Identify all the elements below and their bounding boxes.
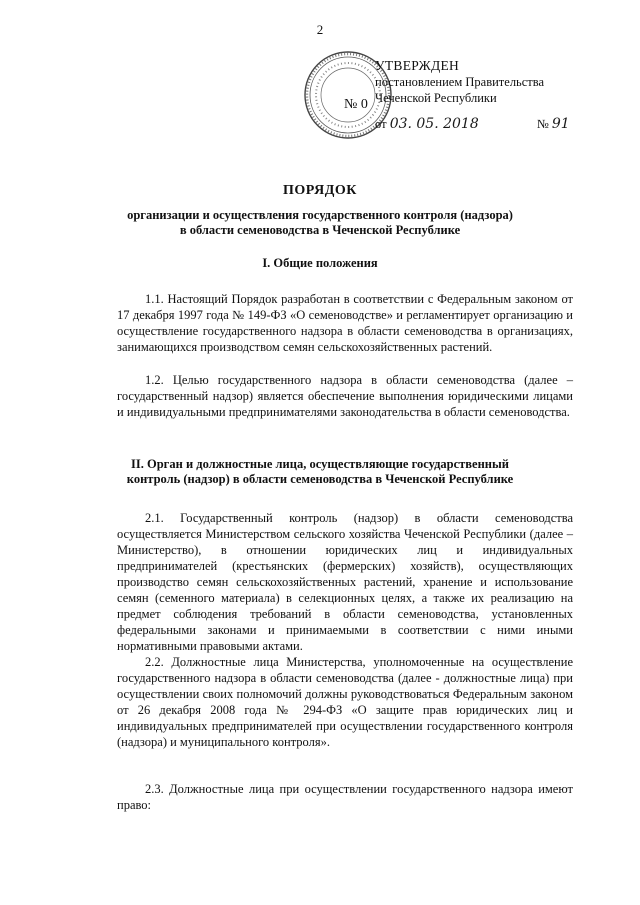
paragraph-2-3: 2.3. Должностные лица при осуществлении государственного надзора имеют право: xyxy=(117,782,573,812)
section-2-heading xyxy=(0,457,640,487)
title-line-2: в области семеноводства в Чеченской Республике xyxy=(179,223,461,237)
date-label: от xyxy=(375,117,387,131)
paragraph-1-1: 1.1. Настоящий Порядок разработан в соответствии с Федеральным законом от 17 декабря 1997 года № 149-ФЗ «О семеноводстве» и регламентирует организацию и осуществление государственного надзора в области семеноводства в организациях, занимающихся производством семян сельскохозяйственных растений. xyxy=(117,292,573,354)
section-2-heading-line-2: контроль (надзор) в области семеноводства в Чеченской Республике xyxy=(126,472,514,486)
approval-date-line xyxy=(375,116,635,132)
page-number: 2 xyxy=(316,22,324,37)
document-title xyxy=(0,183,640,238)
paragraph-2-1: 2.1. Государственный контроль (надзор) в области семеноводства осуществляется Министерством сельского хозяйства Чеченской Республики (далее – Министерство), в отношении юридических лиц и индивидуальных предпринимателей (крестьянских (фермерских) хозяйств), осуществляющих производство семян сельскохозяйственных растений, хранение и использование семян (семенного материала) в селекционных целях, а также их реализацию на предмет соблюдения требований в области семеноводства, установленных федеральными законами и принимаемыми в соответствии с ними иными нормативными правовыми актами. xyxy=(117,511,573,653)
title-line-1: организации и осуществления государственного контроля (надзора) xyxy=(127,208,513,222)
paragraph-1-2: 1.2. Целью государственного надзора в области семеноводства (далее – государственный надзор) является обеспечение выполнения юридическими лицами и индивидуальными предпринимателями законодательства в области семеноводства. xyxy=(117,373,573,419)
handwritten-date: 03. 05. 2018 xyxy=(389,116,479,132)
section-2-heading-line-1: II. Орган и должностные лица, осуществляющие государственный xyxy=(131,457,509,471)
seal-number: № 0 xyxy=(344,97,368,112)
handwritten-number: 91 xyxy=(551,116,570,132)
section-1-heading: I. Общие положения xyxy=(262,256,378,270)
paragraph-2-2: 2.2. Должностные лица Министерства, уполномоченные на осуществление государственного надзора в области семеноводства (далее - должностные лица) при осуществлении своих полномочий должны руководствоваться Федеральным законом от 26 декабря 2008 года № 294-ФЗ «О защите прав юридических лиц и индивидуальных предпринимателей при осуществлении государственного контроля (надзора) и муниципального контроля». xyxy=(117,655,573,749)
approval-line-2: Чеченской Республики xyxy=(375,91,497,105)
title-main: ПОРЯДОК xyxy=(283,183,357,198)
number-label: № xyxy=(536,117,549,131)
approval-line-1: постановлением Правительства xyxy=(375,75,545,89)
approval-block xyxy=(375,58,635,132)
approval-heading: УТВЕРЖДЕН xyxy=(375,58,460,73)
